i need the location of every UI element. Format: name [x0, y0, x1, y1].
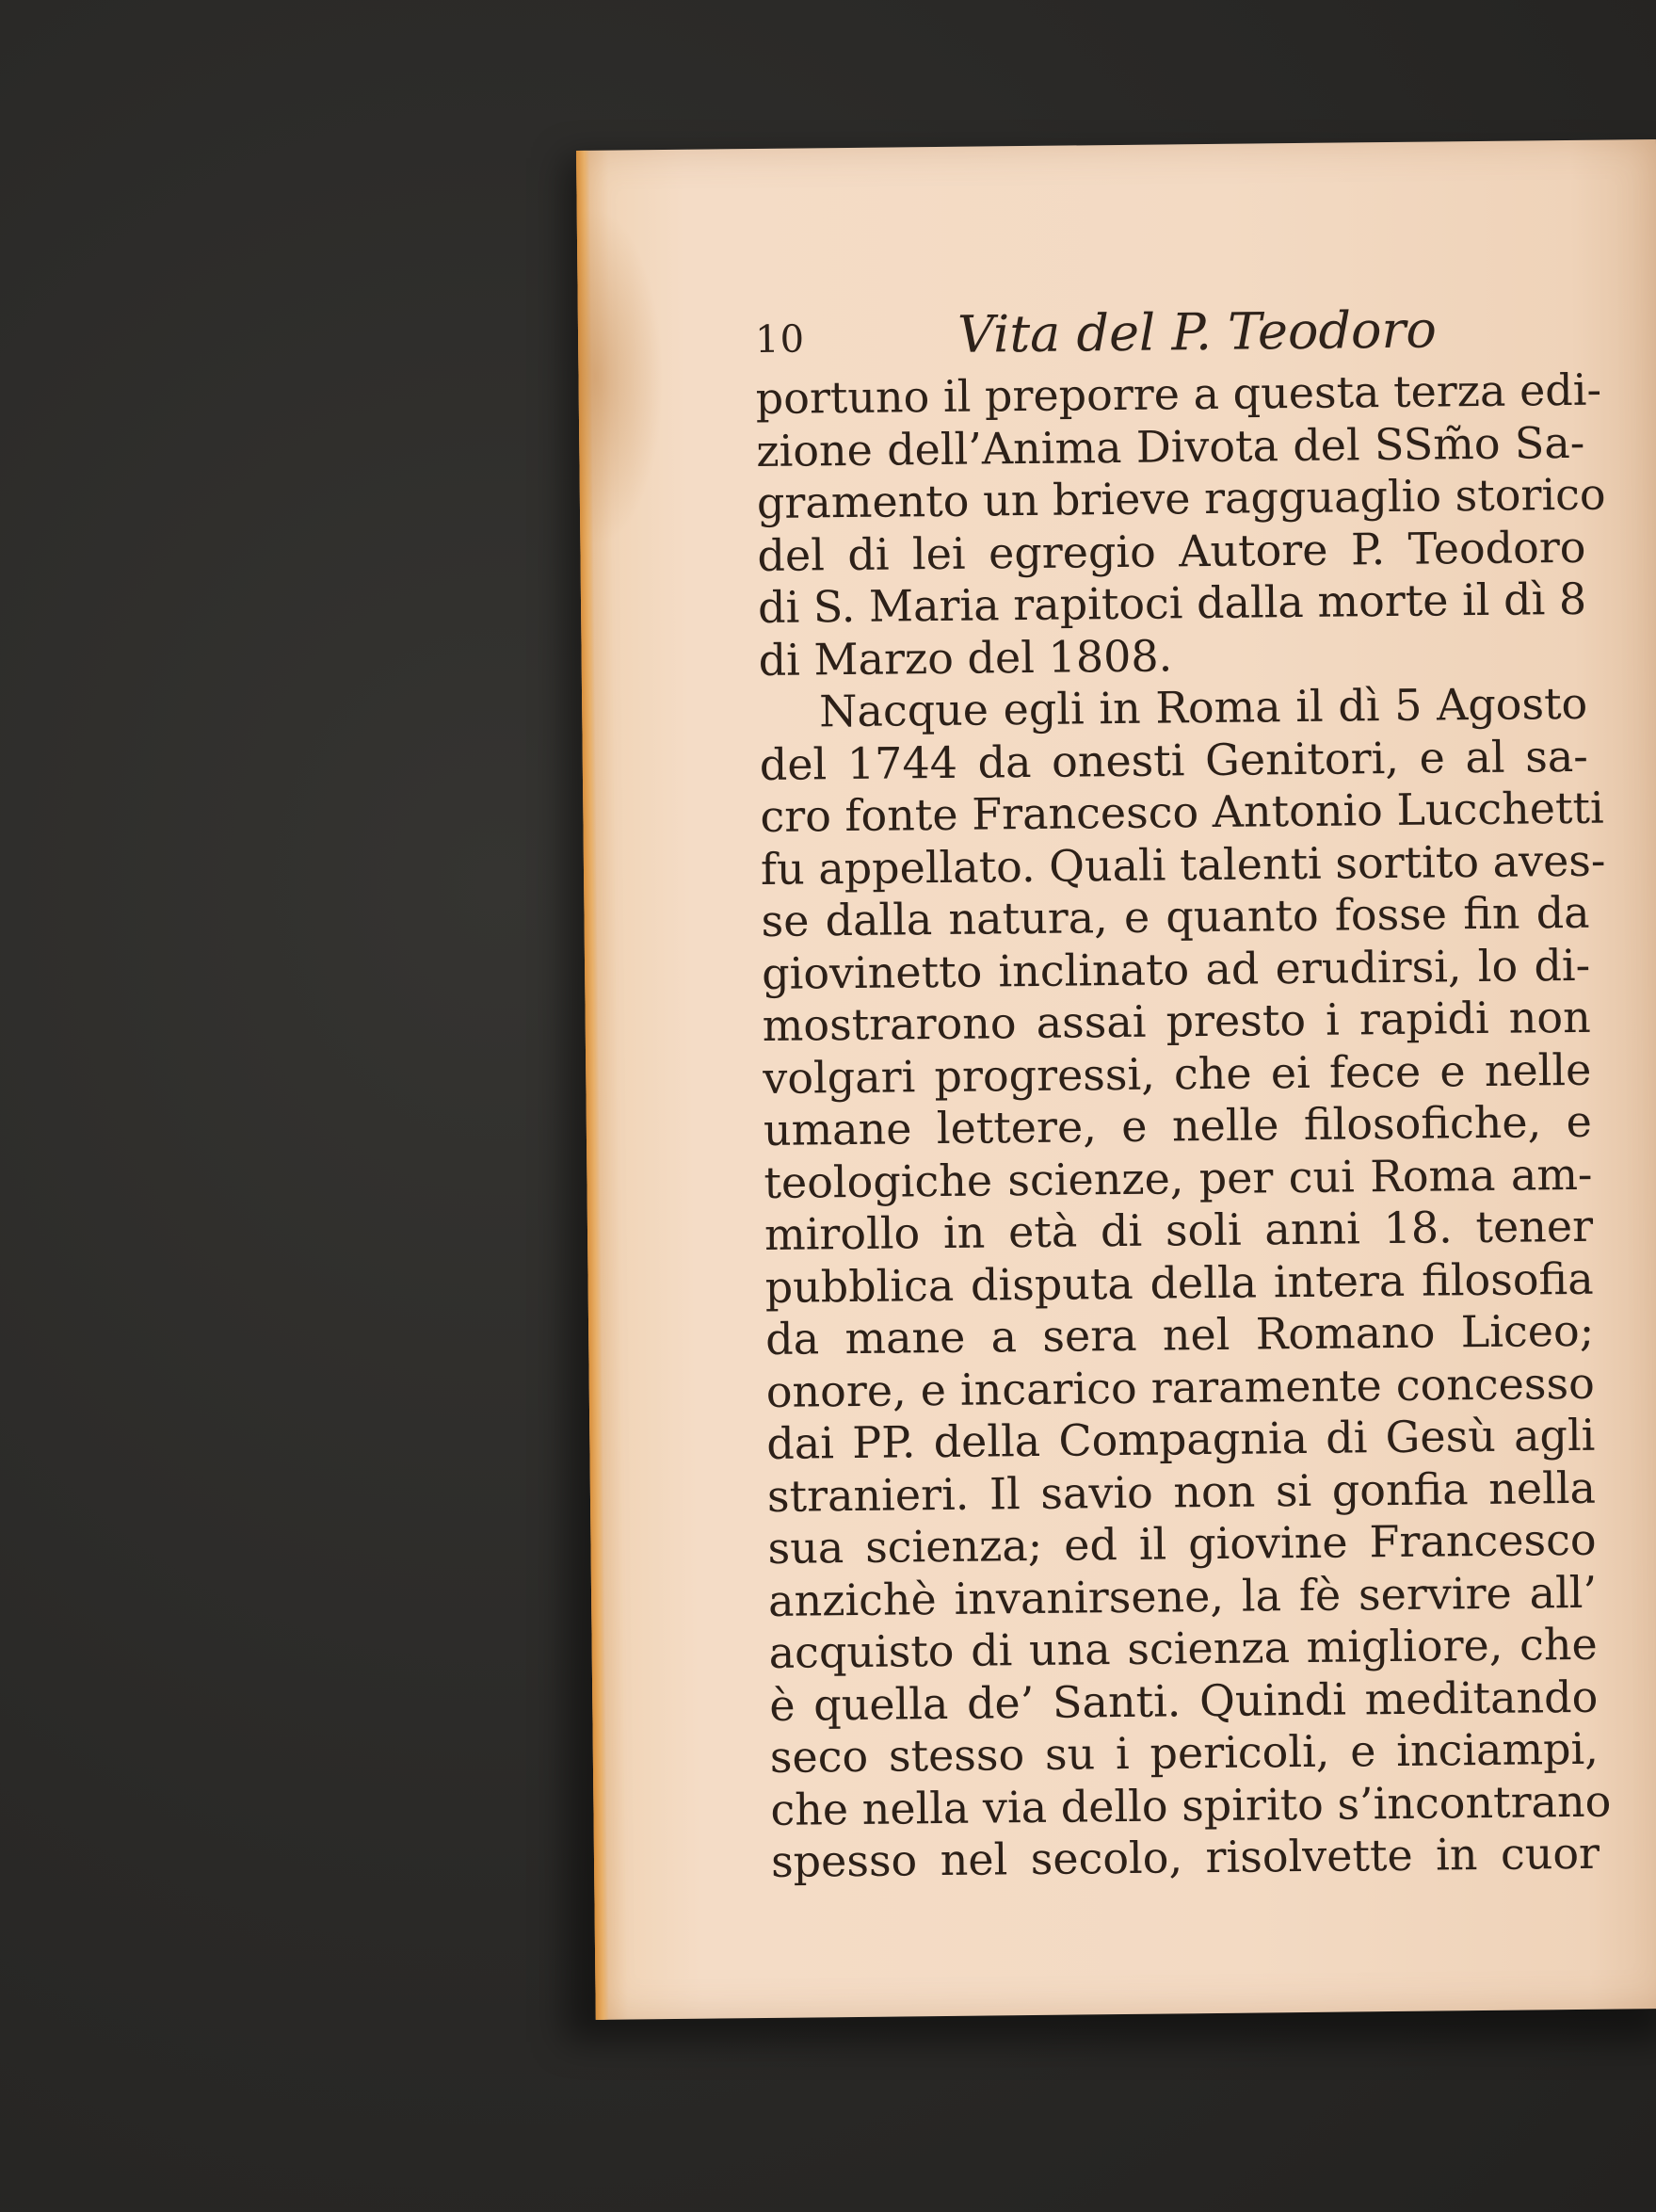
text-line: giovinetto inclinato ad erudirsi, lo di-: [761, 939, 1591, 999]
text-line: teologiche scienze, per cui Roma am-: [764, 1148, 1593, 1208]
paragraph-start-line: Nacque egli in Roma il dì 5 Agosto: [818, 677, 1588, 737]
page-number: 10: [754, 317, 806, 363]
body-text: [755, 363, 1612, 1889]
text-line: fu appellato. Quali talenti sortito aves-: [760, 834, 1606, 895]
text-line: da mane a sera nel Romano Liceo;: [764, 1304, 1595, 1364]
text-line: zione dell’Anima Divota del SSm̃o Sa-: [756, 416, 1585, 476]
text-line: che nella via dello spirito s’incontrano: [770, 1775, 1612, 1835]
text-line: dai PP. della Compagnia di Gesù agli: [766, 1409, 1596, 1469]
text-line: del 1744 da onesti Genitori, e al sa-: [759, 730, 1589, 790]
text-line: volgari progressi, che ei fece e nelle: [763, 1043, 1592, 1104]
running-title: Vita del P. Teodoro: [957, 299, 1438, 364]
text-line: cro fonte Francesco Antonio Lucchetti: [760, 782, 1604, 842]
text-line: seco stesso su i pericoli, e inciampi,: [769, 1722, 1600, 1783]
text-line: del di lei egregio Autore P. Teodoro: [757, 521, 1586, 581]
text-line: mostrarono assai presto i rapidi non: [762, 991, 1591, 1051]
text-line: portuno il preporre a questa terza edi-: [755, 363, 1602, 425]
text-line: di S. Maria rapitoci dalla morte il dì 8: [757, 573, 1587, 634]
text-line: onore, e incarico raramente concesso: [765, 1357, 1596, 1417]
paper-stain: [577, 206, 666, 546]
running-head: [755, 299, 1603, 373]
text-line: mirollo in età di soli anni 18. tener: [764, 1200, 1594, 1260]
text-line: di Marzo del 1808.: [758, 629, 1173, 686]
text-line: anzichè invanirsene, la fè servire all’: [767, 1566, 1598, 1626]
text-line: se dalla natura, e quanto fosse fin da: [761, 886, 1590, 946]
text-line: gramento un brieve ragguaglio storico: [756, 468, 1606, 529]
text-line: è quella de’ Santi. Quindi meditando: [769, 1671, 1599, 1731]
text-line: spesso nel secolo, risolvette in cuor: [770, 1827, 1600, 1887]
book-page: [576, 139, 1656, 2020]
text-line: umane lettere, e nelle filosofiche, e: [763, 1095, 1593, 1155]
text-line: acquisto di una scienza migliore, che: [768, 1618, 1598, 1678]
text-line: pubblica disputa della intera filosofia: [764, 1252, 1594, 1313]
text-line: stranieri. Il savio non si gonfia nella: [766, 1461, 1597, 1522]
text-line: sua scienza; ed il giovine Francesco: [767, 1513, 1597, 1574]
